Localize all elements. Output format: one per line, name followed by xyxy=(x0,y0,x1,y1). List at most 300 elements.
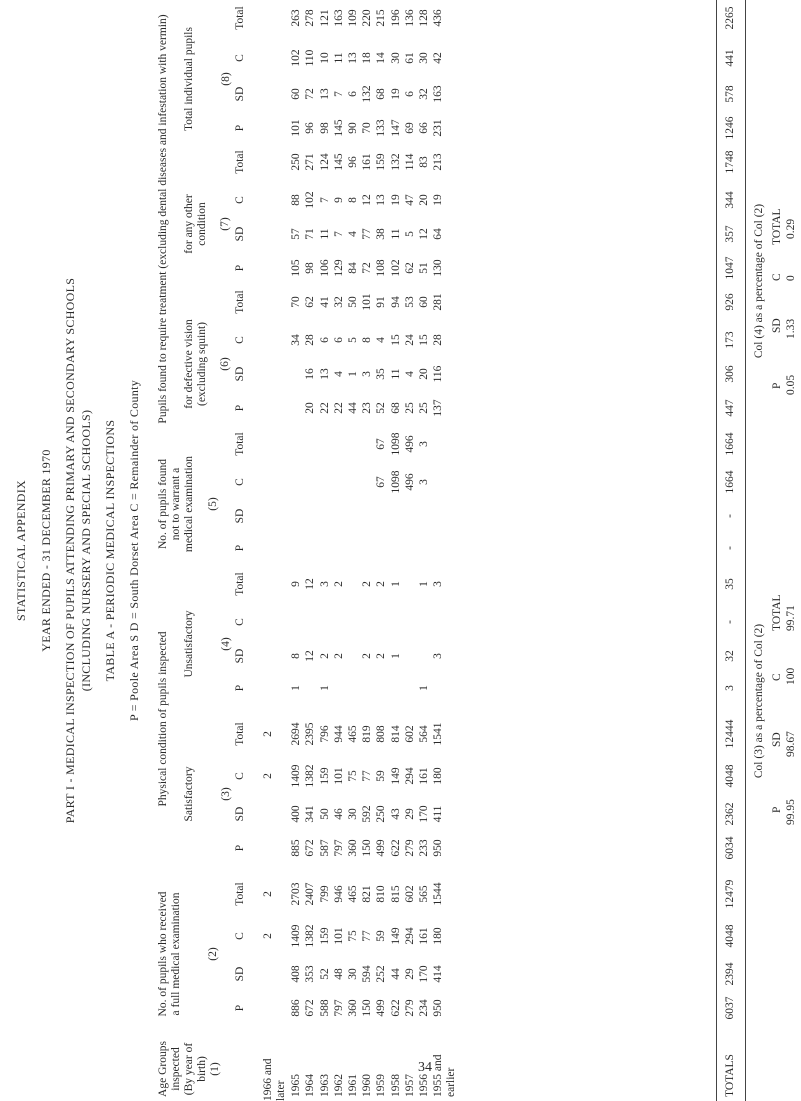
table-cell: 11 xyxy=(389,368,402,380)
table-cell: 20 xyxy=(304,402,317,414)
subheader-c6-0: P xyxy=(234,404,246,412)
header-col8 xyxy=(183,9,233,149)
table-cell: 797 xyxy=(332,839,345,857)
table-cell: 565 xyxy=(418,885,430,903)
table-cell: 814 xyxy=(389,725,402,743)
table-cell: 796 xyxy=(318,725,331,743)
subheader-c8-3: Total xyxy=(234,6,246,30)
table-cell: 77 xyxy=(361,228,374,240)
table-cell: 213 xyxy=(432,153,445,171)
table-cell: 75 xyxy=(347,770,359,782)
table-cell: 34 xyxy=(290,334,303,346)
table-cell: 101 xyxy=(361,293,374,311)
table-cell: 70 xyxy=(290,296,303,308)
table-cell: 159 xyxy=(318,927,331,945)
table-cell: 101 xyxy=(332,927,345,945)
row-age-label: 1958 xyxy=(389,1074,402,1097)
header-col5 xyxy=(157,439,220,569)
row-age-label: 1964 xyxy=(304,1074,317,1097)
table-cell: 96 xyxy=(304,122,317,134)
table-cell: 19 xyxy=(389,88,402,100)
table-cell: 106 xyxy=(318,259,331,277)
table-cell: 145 xyxy=(332,153,345,171)
footnote-col3-head-c: C xyxy=(771,673,783,681)
table-cell: 12 xyxy=(304,578,317,590)
table-cell: 13 xyxy=(318,88,331,100)
header-col5-line3: medical examination xyxy=(183,455,195,553)
table-cell: 28 xyxy=(432,334,445,346)
table-cell: 19 xyxy=(432,194,445,206)
table-cell: 101 xyxy=(290,119,303,137)
bottom-rule xyxy=(745,0,746,1101)
table-cell: 59 xyxy=(375,930,388,942)
table-cell: 6 xyxy=(332,337,345,343)
table-cell: 57 xyxy=(290,228,303,240)
table-cell: 67 xyxy=(375,476,388,488)
table-cell: 886 xyxy=(290,999,303,1017)
table-cell: 98 xyxy=(304,262,317,274)
table-cell: 12 xyxy=(304,650,317,662)
page-number: 34 xyxy=(418,1060,432,1075)
table-cell: 815 xyxy=(389,885,402,903)
table-cell: 2 xyxy=(262,891,274,897)
table-cell: 59 xyxy=(375,770,388,782)
table-cell: 252 xyxy=(375,965,388,983)
table-cell: 29 xyxy=(403,808,416,820)
table-cell: 136 xyxy=(403,9,416,27)
table-cell: 9 xyxy=(290,581,303,587)
table-cell: 1 xyxy=(318,685,331,691)
table-cell: 499 xyxy=(375,999,388,1017)
table-cell: 2 xyxy=(361,581,374,587)
table-cell: 2395 xyxy=(304,722,317,746)
footnote-col3-val-sd: 98.67 xyxy=(785,731,797,757)
table-cell: 360 xyxy=(347,839,359,857)
table-cell: 622 xyxy=(389,999,402,1017)
table-cell: 9 xyxy=(332,197,345,203)
table-cell: 180 xyxy=(432,927,445,945)
header-age xyxy=(157,1037,222,1101)
table-cell: 12 xyxy=(418,228,430,240)
footnote-col4-val-sd: 1.33 xyxy=(785,318,797,339)
table-cell: 72 xyxy=(304,88,317,100)
table-cell: 885 xyxy=(290,839,303,857)
totals-cell: 6034 xyxy=(724,836,736,860)
table-cell: 4 xyxy=(403,371,416,377)
header-col7-num: (7) xyxy=(219,217,231,231)
table-cell: 7 xyxy=(318,197,331,203)
header-col6-line2: (excluding squint) xyxy=(196,322,208,406)
table-cell: 47 xyxy=(403,194,416,206)
subheader-c2-2: C xyxy=(234,932,246,940)
subheader-c7-0: P xyxy=(234,264,246,272)
header-col7-line2: condition xyxy=(196,202,208,246)
table-cell: 799 xyxy=(318,885,331,903)
table-cell: 129 xyxy=(332,259,345,277)
table-cell: 32 xyxy=(418,88,430,100)
totals-cell: 1748 xyxy=(724,150,736,174)
totals-label: TOTALS xyxy=(724,1054,736,1097)
table-cell: 29 xyxy=(403,968,416,980)
table-cell: 132 xyxy=(389,153,402,171)
table-cell: 271 xyxy=(304,153,317,171)
table-cell: 6 xyxy=(403,91,416,97)
table-cell: 102 xyxy=(389,259,402,277)
table-cell: 43 xyxy=(389,808,402,820)
subheader-c4-2: C xyxy=(234,618,246,626)
totals-cell: 2265 xyxy=(724,6,736,30)
table-cell: 116 xyxy=(432,365,445,383)
table-cell: 2 xyxy=(375,653,388,659)
table-cell: 672 xyxy=(304,999,317,1017)
header-col5-num: (5) xyxy=(207,497,219,511)
title-part: PART I - MEDICAL INSPECTION OF PUPILS ATTENDING PRIMARY AND SECONDARY SCHOOLS xyxy=(63,277,77,824)
title-table: TABLE A - PERIODIC MEDICAL INSPECTIONS xyxy=(103,419,117,682)
table-cell: 8 xyxy=(290,653,303,659)
table-cell: 128 xyxy=(418,9,430,27)
table-cell: 594 xyxy=(361,965,374,983)
table-cell: 1409 xyxy=(290,764,303,788)
table-cell: 77 xyxy=(361,930,374,942)
footnote-col4-head-p: P xyxy=(771,382,783,389)
header-col5-line2: not to warrant a xyxy=(170,467,182,541)
table-cell: 20 xyxy=(418,368,430,380)
table-cell: 11 xyxy=(332,52,345,64)
table-cell: 2 xyxy=(375,581,388,587)
header-col6-num: (6) xyxy=(219,357,231,371)
footnote-col4-title: Col (4) as a percentage of Col (2) xyxy=(753,203,765,359)
table-cell: 84 xyxy=(347,262,359,274)
header-age-line2: inspected xyxy=(170,1047,182,1091)
subheader-c5-0: P xyxy=(234,544,246,552)
table-cell: 38 xyxy=(375,228,388,240)
table-cell: 150 xyxy=(361,839,374,857)
table-cell: 496 xyxy=(403,435,416,453)
table-cell: 10 xyxy=(318,52,331,64)
table-cell: 797 xyxy=(332,999,345,1017)
subheader-c3-1: SD xyxy=(234,806,246,822)
table-cell: 145 xyxy=(332,119,345,137)
table-cell: 400 xyxy=(290,805,303,823)
header-age-line1: Age Groups xyxy=(157,1041,169,1097)
table-cell: 13 xyxy=(375,194,388,206)
table-cell: 821 xyxy=(361,885,374,903)
row-age-label: 1955 and earlier xyxy=(432,1054,458,1097)
table-cell: 231 xyxy=(432,119,445,137)
table-cell: 163 xyxy=(432,85,445,103)
table-cell: 3 xyxy=(318,581,331,587)
subheader-c6-2: C xyxy=(234,336,246,344)
table-cell: 19 xyxy=(389,194,402,206)
table-cell: 53 xyxy=(403,296,416,308)
totals-cell: 926 xyxy=(724,293,736,311)
table-cell: 108 xyxy=(375,259,388,277)
table-cell: 22 xyxy=(318,402,331,414)
totals-cell: 173 xyxy=(724,331,736,349)
table-cell: 250 xyxy=(375,805,388,823)
table-cell: 294 xyxy=(403,767,416,785)
table-cell: 61 xyxy=(403,52,416,64)
table-cell: 20 xyxy=(418,194,430,206)
subheader-c6-1: SD xyxy=(234,366,246,382)
table-cell: 161 xyxy=(418,767,430,785)
header-col2-line2: a full medical examination xyxy=(170,892,182,1016)
table-cell: 6 xyxy=(318,337,331,343)
table-cell: 30 xyxy=(347,968,359,980)
table-cell: 5 xyxy=(403,231,416,237)
table-cell: 42 xyxy=(432,52,445,64)
header-physical: Physical condition of pupils inspected xyxy=(157,631,169,807)
table-cell: 94 xyxy=(389,296,402,308)
table-cell: 24 xyxy=(403,334,416,346)
table-cell: 52 xyxy=(318,968,331,980)
header-age-line4: birth) xyxy=(196,1056,208,1082)
table-cell: 68 xyxy=(389,402,402,414)
table-cell: 1382 xyxy=(304,924,317,948)
table-cell: 15 xyxy=(418,334,430,346)
table-cell: 6 xyxy=(347,91,359,97)
table-cell: 2 xyxy=(262,731,274,737)
table-cell: 150 xyxy=(361,999,374,1017)
table-cell: 137 xyxy=(432,399,445,417)
table-cell: 22 xyxy=(332,402,345,414)
totals-cell: 1664 xyxy=(724,432,736,456)
table-cell: 64 xyxy=(432,228,445,240)
table-cell: 465 xyxy=(347,725,359,743)
subheader-c4-3: Total xyxy=(234,572,246,596)
table-cell: 564 xyxy=(418,725,430,743)
footnote-col4-head-sd: SD xyxy=(771,318,783,333)
table-cell: 83 xyxy=(418,156,430,168)
table-cell: 13 xyxy=(318,368,331,380)
header-col2-line1: No. of pupils who received xyxy=(157,891,169,1017)
subheader-c8-1: SD xyxy=(234,86,246,102)
table-cell: 149 xyxy=(389,927,402,945)
table-cell: 2 xyxy=(332,581,345,587)
table-cell: 62 xyxy=(304,296,317,308)
table-cell: 294 xyxy=(403,927,416,945)
table-cell: 279 xyxy=(403,839,416,857)
table-cell: 1541 xyxy=(432,722,445,746)
table-cell: 67 xyxy=(375,438,388,450)
table-cell: 121 xyxy=(318,9,331,27)
totals-cell: 12479 xyxy=(724,879,736,909)
header-age-line5: (1) xyxy=(209,1062,221,1076)
table-cell: 1 xyxy=(418,581,430,587)
table-cell: 52 xyxy=(375,402,388,414)
subheader-c6-3: Total xyxy=(234,290,246,314)
table-cell: 71 xyxy=(304,228,317,240)
table-cell: 90 xyxy=(347,122,359,134)
totals-cell: - xyxy=(724,546,736,550)
table-cell: 950 xyxy=(432,839,445,857)
footnote-col3-val-total: 99.71 xyxy=(785,605,797,631)
table-cell: 1098 xyxy=(389,470,402,494)
table-cell: 281 xyxy=(432,293,445,311)
title-year: YEAR ENDED - 31 DECEMBER 1970 xyxy=(39,449,53,652)
row-age-label: 1956 xyxy=(418,1074,430,1097)
table-cell: 62 xyxy=(403,262,416,274)
subheader-c5-1: SD xyxy=(234,508,246,524)
subheader-c2-0: P xyxy=(234,1004,246,1012)
header-col7-line1: for any other xyxy=(183,194,195,254)
table-cell: 353 xyxy=(304,965,317,983)
table-cell: 48 xyxy=(332,968,345,980)
table-cell: 50 xyxy=(318,808,331,820)
table-cell: 105 xyxy=(290,259,303,277)
subheader-c4-0: P xyxy=(234,684,246,692)
table-cell: 2 xyxy=(332,653,345,659)
subheader-c7-3: Total xyxy=(234,150,246,174)
totals-cell: - xyxy=(724,620,736,624)
area-legend: P = Poole Area S D = South Dorset Area C = Remainder of County xyxy=(127,379,141,722)
footnote-col3-head-p: P xyxy=(771,806,783,813)
totals-cell: 306 xyxy=(724,365,736,383)
table-cell: 30 xyxy=(418,52,430,64)
row-age-label: 1966 and later xyxy=(262,1058,287,1101)
title-appendix: STATISTICAL APPENDIX xyxy=(14,480,28,621)
table-cell: 114 xyxy=(403,153,416,171)
row-age-label: 1963 xyxy=(318,1074,331,1097)
table-cell: 408 xyxy=(290,965,303,983)
footnote-col3-head-sd: SD xyxy=(771,732,783,747)
table-cell: 161 xyxy=(361,153,374,171)
table-cell: 51 xyxy=(418,262,430,274)
row-age-label: 1960 xyxy=(361,1074,374,1097)
totals-cell: 3 xyxy=(724,685,736,691)
subheader-c8-2: C xyxy=(234,54,246,62)
table-cell: 15 xyxy=(389,334,402,346)
subheader-c2-3: Total xyxy=(234,882,246,906)
table-cell: 170 xyxy=(418,805,430,823)
header-col7 xyxy=(183,159,232,289)
table-cell: 25 xyxy=(418,402,430,414)
header-col3-num: (3) xyxy=(220,787,232,801)
totals-cell: 357 xyxy=(724,225,736,243)
table-cell: 414 xyxy=(432,965,445,983)
table-cell: 149 xyxy=(389,767,402,785)
table-cell: 1 xyxy=(290,685,303,691)
table-cell: 1409 xyxy=(290,924,303,948)
totals-cell: 578 xyxy=(724,85,736,103)
table-cell: 133 xyxy=(375,119,388,137)
totals-cell: 2362 xyxy=(724,802,736,826)
table-cell: 30 xyxy=(347,808,359,820)
table-cell: 41 xyxy=(318,296,331,308)
table-cell: 1 xyxy=(418,685,430,691)
row-age-label: 1959 xyxy=(375,1074,388,1097)
subheader-c4-1: SD xyxy=(234,648,246,664)
table-cell: 32 xyxy=(332,296,345,308)
table-cell: 4 xyxy=(347,231,359,237)
table-cell: 163 xyxy=(332,9,345,27)
table-cell: 101 xyxy=(332,767,345,785)
table-cell: 278 xyxy=(304,9,317,27)
table-cell: 602 xyxy=(403,725,416,743)
row-age-label: 1965 xyxy=(290,1074,303,1097)
subheader-c7-1: SD xyxy=(234,226,246,242)
table-cell: 77 xyxy=(361,770,374,782)
table-cell: 341 xyxy=(304,805,317,823)
header-col5-line1: No. of pupils found xyxy=(157,458,169,550)
table-cell: 1 xyxy=(347,371,359,377)
table-cell: 602 xyxy=(403,885,416,903)
footnote-col3-head-total: TOTAL xyxy=(771,594,783,631)
header-col4 xyxy=(183,579,233,709)
table-cell: 60 xyxy=(418,296,430,308)
table-cell: 23 xyxy=(361,402,374,414)
table-cell: 2 xyxy=(361,653,374,659)
header-col6-line1: for defective vision xyxy=(183,319,195,409)
header-pupils-found: Pupils found to require treatment (excluding dental diseases and infestation with vermin) xyxy=(157,14,169,424)
table-cell: 3 xyxy=(432,581,445,587)
table-cell: 159 xyxy=(375,153,388,171)
totals-cell: 447 xyxy=(724,399,736,417)
table-cell: 1 xyxy=(389,581,402,587)
footnote-col3-val-c: 100 xyxy=(785,667,797,685)
table-cell: 263 xyxy=(290,9,303,27)
table-cell: 132 xyxy=(361,85,374,103)
table-cell: 60 xyxy=(290,88,303,100)
table-cell: 170 xyxy=(418,965,430,983)
totals-cell: 32 xyxy=(724,650,736,662)
subheader-c5-3: Total xyxy=(234,432,246,456)
table-cell: 5 xyxy=(347,337,359,343)
row-age-label: 1962 xyxy=(332,1074,345,1097)
table-cell: 130 xyxy=(432,259,445,277)
table-cell: 11 xyxy=(318,228,331,240)
table-cell: 180 xyxy=(432,767,445,785)
footnote-col4-val-p: 0.05 xyxy=(785,374,797,395)
table-cell: 102 xyxy=(304,191,317,209)
totals-cell: 1246 xyxy=(724,116,736,140)
subheader-c8-0: P xyxy=(234,124,246,132)
table-cell: 25 xyxy=(403,402,416,414)
totals-cell: 6037 xyxy=(724,996,736,1020)
table-cell: 44 xyxy=(347,402,359,414)
table-cell: 44 xyxy=(389,968,402,980)
table-cell: 161 xyxy=(418,927,430,945)
totals-cell: 35 xyxy=(724,578,736,590)
table-cell: 159 xyxy=(318,767,331,785)
table-cell: 13 xyxy=(347,52,359,64)
table-cell: 411 xyxy=(432,805,445,823)
table-cell: 588 xyxy=(318,999,331,1017)
totals-cell: 441 xyxy=(724,49,736,67)
table-cell: 2 xyxy=(318,653,331,659)
header-col6 xyxy=(183,299,232,429)
table-cell: 2 xyxy=(262,773,274,779)
header-col2 xyxy=(157,879,220,1029)
table-cell: 68 xyxy=(375,88,388,100)
table-cell: 1382 xyxy=(304,764,317,788)
table-cell: 8 xyxy=(347,197,359,203)
totals-cell: - xyxy=(724,514,736,518)
table-cell: 1544 xyxy=(432,882,445,906)
footnote-col4-head-total: TOTAL xyxy=(771,208,783,245)
table-cell: 91 xyxy=(375,296,388,308)
table-cell: 102 xyxy=(290,49,303,67)
table-cell: 75 xyxy=(347,930,359,942)
footnote-col4-val-c: 0 xyxy=(785,275,797,281)
table-cell: 16 xyxy=(304,368,317,380)
totals-cell: 1047 xyxy=(724,256,736,280)
table-cell: 28 xyxy=(304,334,317,346)
totals-cell: 12444 xyxy=(724,719,736,749)
table-cell: 2407 xyxy=(304,882,317,906)
totals-cell: 4048 xyxy=(724,764,736,788)
table-cell: 808 xyxy=(375,725,388,743)
